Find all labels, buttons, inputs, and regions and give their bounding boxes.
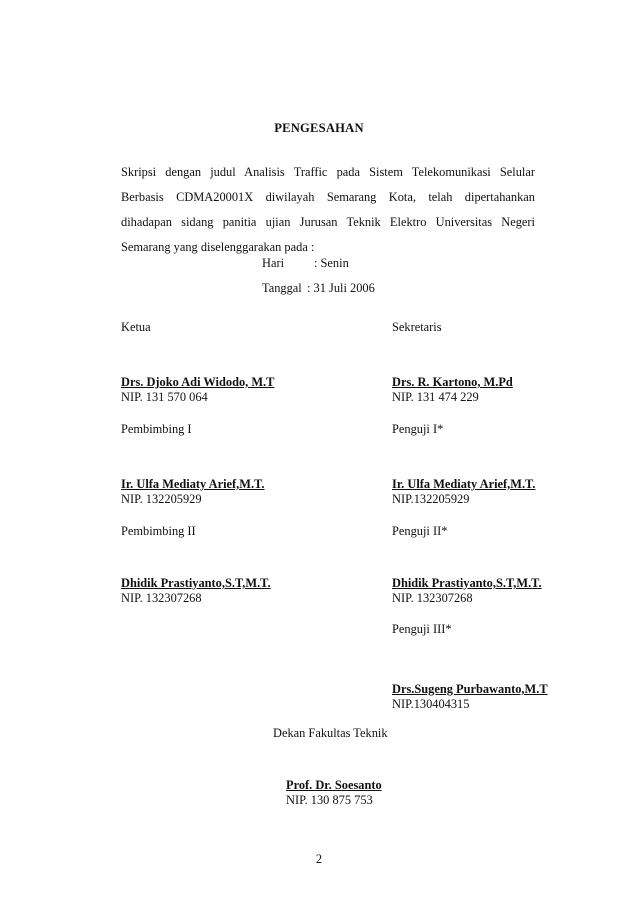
dekan-role: Dekan Fakultas Teknik — [273, 726, 388, 740]
pembimbing1-nip: NIP. 132205929 — [121, 492, 202, 506]
pembimbing1-role: Pembimbing I — [121, 422, 192, 436]
paragraph-line: Berbasis CDMA20001X diwilayah Semarang Kota, telah dipertahankan — [121, 190, 535, 204]
sekretaris-role: Sekretaris — [392, 320, 442, 334]
paragraph-line: Semarang yang diselenggarakan pada : — [121, 240, 315, 254]
page-title: PENGESAHAN — [274, 121, 364, 135]
tanggal-value: : 31 Juli 2006 — [307, 281, 375, 295]
penguji1-nip: NIP.132205929 — [392, 492, 470, 506]
dekan-nip: NIP. 130 875 753 — [286, 793, 373, 807]
sekretaris-name: Drs. R. Kartono, M.Pd — [392, 375, 513, 389]
hari-label: Hari — [262, 256, 285, 270]
penguji1-name: Ir. Ulfa Mediaty Arief,M.T. — [392, 477, 536, 491]
ketua-nip: NIP. 131 570 064 — [121, 390, 208, 404]
penguji2-nip: NIP. 132307268 — [392, 591, 473, 605]
penguji2-role: Penguji II* — [392, 524, 448, 538]
tanggal-label: Tanggal — [262, 281, 302, 295]
hari-value: : Senin — [314, 256, 349, 270]
penguji3-nip: NIP.130404315 — [392, 697, 470, 711]
paragraph-line: dihadapan sidang panitia ujian Jurusan Teknik Elektro Universitas Negeri — [121, 215, 535, 229]
ketua-name: Drs. Djoko Adi Widodo, M.T — [121, 375, 275, 389]
penguji3-role: Penguji III* — [392, 622, 452, 636]
sekretaris-nip: NIP. 131 474 229 — [392, 390, 479, 404]
paragraph-line: Skripsi dengan judul Analisis Traffic pada Sistem Telekomunikasi Selular — [121, 165, 535, 179]
penguji1-role: Penguji I* — [392, 422, 444, 436]
pembimbing2-role: Pembimbing II — [121, 524, 196, 538]
dekan-name: Prof. Dr. Soesanto — [286, 778, 382, 792]
ketua-role: Ketua — [121, 320, 151, 334]
approval-paragraph — [121, 160, 535, 260]
page-number: 2 — [315, 852, 323, 866]
penguji3-name: Drs.Sugeng Purbawanto,M.T — [392, 682, 548, 696]
penguji2-name: Dhidik Prastiyanto,S.T,M.T. — [392, 576, 542, 590]
pembimbing2-nip: NIP. 132307268 — [121, 591, 202, 605]
pembimbing2-name: Dhidik Prastiyanto,S.T,M.T. — [121, 576, 271, 590]
pembimbing1-name: Ir. Ulfa Mediaty Arief,M.T. — [121, 477, 265, 491]
